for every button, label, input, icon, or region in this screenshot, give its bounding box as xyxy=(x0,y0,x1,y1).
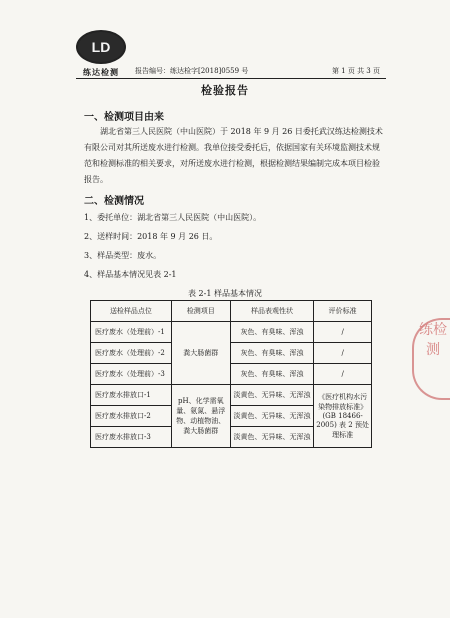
header-item: 检测项目 xyxy=(171,301,230,322)
company-logo xyxy=(76,30,126,78)
page-number: 第 1 页 共 3 页 xyxy=(331,67,380,75)
cell-point: 医疗废水（处理前）-1 xyxy=(91,322,172,343)
cell-point: 医疗废水排放口-1 xyxy=(91,385,172,406)
seal-stamp: 练检测 xyxy=(412,318,450,400)
table-row xyxy=(91,322,372,343)
cell-appearance: 淡黄色、无异味、无浑浊 xyxy=(230,427,314,448)
section1-paragraph: 湖北省第三人民医院（中山医院）于 2018 年 9 月 26 日委托武汉练达检测技术有限公司对其所送废水进行检测。我单位接受委托后，依据国家有关环境监测技术规范和检测标准的相关要求，对所送废水进行检测，根据检测结果编制完成本项目检验报告。 xyxy=(84,127,383,184)
header-standard: 评价标准 xyxy=(314,301,372,322)
cell-appearance: 淡黄色、无异味、无浑浊 xyxy=(230,406,314,427)
logo-mark: LD xyxy=(76,30,126,64)
section2-heading: 二、检测情况 xyxy=(84,196,144,207)
cell-appearance: 灰色、有臭味、浑浊 xyxy=(230,364,314,385)
table-row xyxy=(91,343,372,364)
report-title: 检验报告 xyxy=(201,84,249,97)
cell-point: 医疗废水排放口-2 xyxy=(91,406,172,427)
sample-table xyxy=(90,300,372,448)
table-row xyxy=(91,385,372,406)
info-item-table-ref: 4、样品基本情况见表 2-1 xyxy=(84,270,177,279)
logo-text: 练达检测 xyxy=(83,67,119,77)
table-header-row xyxy=(91,301,372,322)
info-item-type: 3、样品类型：废水。 xyxy=(84,251,162,260)
cell-item-group2: pH、化学需氧量、氨氮、悬浮物、动植物油、粪大肠菌群 xyxy=(171,385,230,448)
table-caption: 表 2-1 样品基本情况 xyxy=(188,289,262,298)
cell-point: 医疗废水（处理前）-3 xyxy=(91,364,172,385)
cell-appearance: 灰色、有臭味、浑浊 xyxy=(230,322,314,343)
section1-heading: 一、检测项目由来 xyxy=(84,112,164,123)
info-item-client: 1、委托单位：湖北省第三人民医院（中山医院）。 xyxy=(84,213,262,222)
info-item-date: 2、送样时间：2018 年 9 月 26 日。 xyxy=(84,232,218,241)
cell-appearance: 灰色、有臭味、浑浊 xyxy=(230,343,314,364)
header-divider xyxy=(76,78,386,79)
header-appearance: 样品表观性状 xyxy=(230,301,314,322)
table-row xyxy=(91,364,372,385)
cell-point: 医疗废水排放口-3 xyxy=(91,427,172,448)
cell-standard: / xyxy=(314,364,372,385)
cell-standard-group2: 《医疗机构水污染物排放标准》(GB 18466-2005) 表 2 预处理标准 xyxy=(314,385,372,448)
report-number: 报告编号：练达检字[2018]0559 号 xyxy=(135,67,249,75)
cell-point: 医疗废水（处理前）-2 xyxy=(91,343,172,364)
cell-appearance: 淡黄色、无异味、无浑浊 xyxy=(230,385,314,406)
cell-standard: / xyxy=(314,322,372,343)
cell-standard: / xyxy=(314,343,372,364)
cell-item-group1: 粪大肠菌群 xyxy=(171,322,230,385)
header-point: 送检样品点位 xyxy=(91,301,172,322)
